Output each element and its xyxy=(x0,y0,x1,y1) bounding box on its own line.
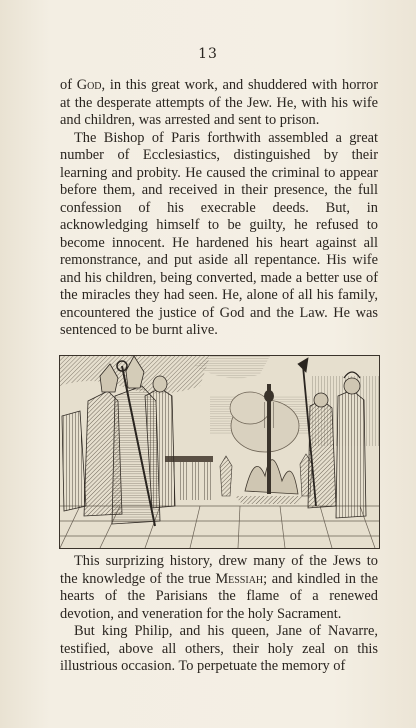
text-block-top xyxy=(60,77,378,340)
engraving-illustration xyxy=(59,355,380,549)
small-caps-word: Messiah xyxy=(215,570,264,587)
burning-at-stake-engraving xyxy=(60,356,379,548)
paragraph-king-philip: But king Philip, and his queen, Jane of Navarre, testified, above all others, their holy zeal on this illustrious occasion. To perpetuate the memory of xyxy=(60,623,378,674)
page-number: 13 xyxy=(198,46,218,62)
text-block-bottom xyxy=(60,553,378,676)
paragraph-bishop: The Bishop of Paris forthwith assembled a great number of Ecclesiastics, distinguished by their learning and probity. He caused the criminal to appear before them, and received in their presence, the full confession of his execrable deeds. But, in acknowledging himself to be guilty, he refused to become innocent. He hardened his heart against all remonstrance, and put aside all repentance. His wife and his children, being converted, made a better use of the miracles they had seen. He, alone of all his family, encountered the justice of God and the Law. He was sentenced to be burnt alive. xyxy=(60,129,378,338)
paragraph-surprizing-history xyxy=(60,553,378,623)
paragraph-text: ; and kindled in the hearts of the Parisians the flame of a renewed devotion, and veneration for the holy Sacrament. xyxy=(60,570,379,622)
paragraph-text: This surprizing history, drew many of the Jews to the knowledge of the true xyxy=(60,553,378,587)
paragraph-text: , in this great work, and shuddered with horror at the desperate attempts of the Jew. He, with his wife and children, was arrested and sent to prison. xyxy=(60,77,379,128)
paragraph-continuation xyxy=(60,77,378,130)
paragraph-text: of xyxy=(60,77,77,93)
small-caps-word: God xyxy=(76,77,102,93)
